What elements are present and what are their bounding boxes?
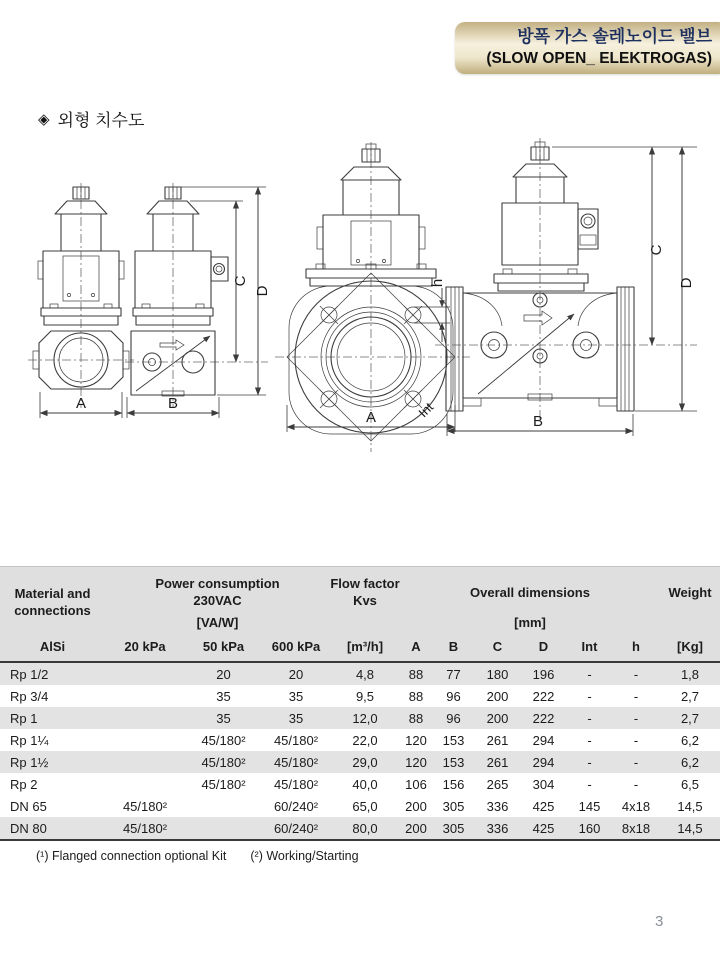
table-cell: - <box>633 688 639 704</box>
table-cell: 336 <box>486 820 509 836</box>
spec-table-header <box>0 566 720 663</box>
table-cell: 45/180² <box>273 776 319 792</box>
table-cell: - <box>587 666 592 682</box>
row-label: Rp 1 <box>10 710 38 726</box>
table-cell: 153 <box>442 754 465 770</box>
dim-label-d-view2: D <box>254 285 271 297</box>
table-cell: 1,8 <box>680 666 700 682</box>
row-label: DN 65 <box>10 798 47 814</box>
row-label: DN 80 <box>10 820 47 836</box>
dim-label-d-view4: D <box>678 277 695 289</box>
table-cell: 153 <box>442 732 465 748</box>
table-cell: 45/180² <box>273 732 319 748</box>
table-cell: 60/240² <box>273 820 319 836</box>
table-cell: 294 <box>532 754 555 770</box>
dim-label-c-view4: C <box>648 244 665 256</box>
table-cell: 45/180² <box>201 776 246 792</box>
footnote-flanged: (¹) Flanged connection optional Kit <box>36 849 227 863</box>
table-cell: 96 <box>446 688 461 704</box>
table-cell: 22,0 <box>352 732 378 748</box>
table-cell: - <box>587 754 592 770</box>
row-label: Rp 2 <box>10 776 38 792</box>
sub-header-600kpa: 600 kPa <box>271 639 321 655</box>
col-header-weight: Weight <box>668 584 712 600</box>
dim-label-a-view3: A <box>365 409 377 426</box>
table-cell: 6,2 <box>680 754 700 770</box>
table-cell: 222 <box>532 688 555 704</box>
table-row <box>0 685 720 707</box>
table-cell: 200 <box>486 688 509 704</box>
table-cell: 96 <box>446 710 461 726</box>
spec-table <box>0 566 720 841</box>
table-cell: - <box>633 666 639 682</box>
table-cell: 35 <box>216 688 231 704</box>
banner-title-english: (SLOW OPEN_ ELEKTROGAS) <box>486 50 712 68</box>
table-cell: 80,0 <box>352 820 378 836</box>
col-header-mm-unit: [mm] <box>514 614 546 630</box>
valve-side-threaded <box>125 183 271 418</box>
table-cell: - <box>633 776 639 792</box>
table-cell: 305 <box>442 798 465 814</box>
sub-header-alsi: AlSi <box>39 639 66 655</box>
table-cell: 261 <box>486 754 509 770</box>
table-cell: 200 <box>405 798 427 814</box>
banner-title-korean: 방폭 가스 솔레노이드 밸브 <box>517 27 712 47</box>
valve-side-flanged <box>435 138 697 436</box>
table-cell: 6,5 <box>680 776 700 792</box>
table-cell: 9,5 <box>355 688 375 704</box>
table-cell: - <box>587 732 592 748</box>
table-cell: 145 <box>578 798 601 814</box>
col-header-power-unit: [VA/W] <box>196 614 239 630</box>
table-row <box>0 773 720 795</box>
table-cell: 2,7 <box>680 710 700 726</box>
table-cell: 2,7 <box>680 688 700 704</box>
col-header-material: Material and connections <box>14 586 91 618</box>
sub-header-a: A <box>411 639 421 655</box>
table-cell: 336 <box>486 798 509 814</box>
valve-front-threaded <box>28 183 134 418</box>
section-title <box>38 106 144 131</box>
table-cell: 200 <box>486 710 509 726</box>
col-header-power: Power consumption 230VAC <box>155 576 280 608</box>
section-title-text: 외형 치수도 <box>57 111 145 130</box>
table-cell: - <box>633 710 639 726</box>
table-cell: 35 <box>288 710 304 726</box>
table-cell: 60/240² <box>273 798 319 814</box>
header-banner <box>455 22 720 74</box>
table-row <box>0 663 720 685</box>
table-cell: 200 <box>405 820 427 836</box>
table-cell: 160 <box>578 820 601 836</box>
table-cell: - <box>587 688 592 704</box>
table-row <box>0 751 720 773</box>
table-cell: 222 <box>532 710 555 726</box>
table-cell: - <box>633 754 639 770</box>
dim-label-h: h <box>429 278 446 288</box>
table-cell: 20 <box>216 666 231 682</box>
table-cell: 156 <box>442 776 465 792</box>
table-cell: 35 <box>216 710 231 726</box>
table-cell: - <box>633 732 639 748</box>
table-cell: 14,5 <box>677 798 703 814</box>
dim-label-c-view2: C <box>232 275 249 287</box>
valve-front-flanged <box>275 142 470 452</box>
page-number: 3 <box>655 913 664 930</box>
col-header-flow: Flow factor Kvs <box>330 576 400 608</box>
table-cell: 20 <box>288 666 304 682</box>
table-cell: 4,8 <box>355 666 375 682</box>
sub-header-c: C <box>492 639 503 655</box>
table-cell: 45/180² <box>201 754 246 770</box>
sub-header-d: D <box>538 639 549 655</box>
sub-header-kg: [Kg] <box>677 639 703 655</box>
footnote-working: (²) Working/Starting <box>250 849 359 863</box>
table-row <box>0 795 720 817</box>
row-label: Rp 1/2 <box>10 666 49 682</box>
sub-header-b: B <box>448 639 459 655</box>
table-cell: 106 <box>405 776 427 792</box>
table-cell: 120 <box>405 754 427 770</box>
dim-label-b-view2: B <box>167 395 179 412</box>
table-row <box>0 707 720 729</box>
table-cell: 12,0 <box>352 710 378 726</box>
row-label: Rp 3/4 <box>10 688 49 704</box>
dimension-drawings <box>0 135 720 470</box>
table-cell: 88 <box>408 710 424 726</box>
table-cell: 88 <box>408 666 424 682</box>
table-cell: 265 <box>486 776 509 792</box>
table-cell: 261 <box>486 732 509 748</box>
table-cell: 180 <box>486 666 509 682</box>
sub-header-int: Int <box>581 639 598 655</box>
table-cell: 77 <box>446 666 461 682</box>
col-header-overall: Overall dimensions <box>470 584 590 600</box>
table-cell: 305 <box>442 820 465 836</box>
table-cell: 65,0 <box>352 798 378 814</box>
table-row <box>0 817 720 839</box>
table-cell: 8x18 <box>621 820 651 836</box>
sub-header-50kpa: 50 kPa <box>202 639 245 655</box>
table-cell: 29,0 <box>352 754 378 770</box>
table-cell: 45/180² <box>122 798 168 814</box>
table-cell: 120 <box>405 732 427 748</box>
dim-label-int: Int <box>415 399 437 421</box>
sub-header-h: h <box>632 639 640 655</box>
table-cell: 6,2 <box>680 732 700 748</box>
table-cell: - <box>587 710 592 726</box>
sub-header-m3h: [m³/h] <box>346 639 384 655</box>
dim-label-b-view4: B <box>532 413 544 430</box>
table-row <box>0 729 720 751</box>
table-cell: 425 <box>532 820 555 836</box>
table-cell: 196 <box>532 666 555 682</box>
table-cell: 304 <box>532 776 555 792</box>
table-cell: 45/180² <box>273 754 319 770</box>
table-cell: 35 <box>288 688 304 704</box>
footnotes <box>36 849 359 863</box>
table-cell: 14,5 <box>677 820 703 836</box>
table-cell: 45/180² <box>122 820 168 836</box>
dim-label-a-view1: A <box>75 395 87 412</box>
table-cell: 45/180² <box>201 732 246 748</box>
spec-table-body <box>0 663 720 841</box>
sub-header-20kpa: 20 kPa <box>124 639 166 655</box>
table-cell: 425 <box>532 798 555 814</box>
table-cell: 88 <box>408 688 424 704</box>
diamond-bullet-icon: ◈ <box>38 110 50 128</box>
row-label: Rp 1¼ <box>10 732 49 748</box>
table-cell: 40,0 <box>352 776 378 792</box>
table-cell: 4x18 <box>621 798 651 814</box>
table-cell: - <box>587 776 592 792</box>
row-label: Rp 1½ <box>10 754 49 770</box>
table-cell: 294 <box>532 732 555 748</box>
